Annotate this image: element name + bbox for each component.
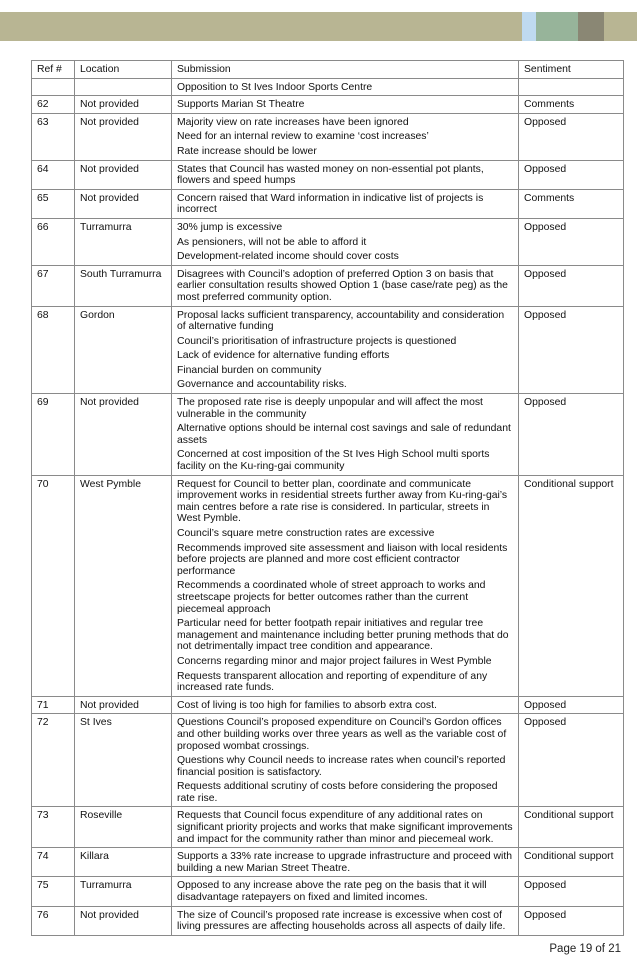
submission-cell — [172, 306, 519, 394]
submission-point: Concerns regarding minor and major project failures in West Pymble — [177, 655, 492, 667]
page-content — [31, 60, 623, 956]
table-row — [32, 906, 624, 935]
table-row — [32, 96, 624, 114]
table-row — [32, 848, 624, 877]
submission-point: 30% jump is excessive — [177, 221, 283, 233]
ref-cell: 74 — [32, 848, 75, 877]
submission-point: Opposed to any increase above the rate peg on the basis that it will disadvantage ratepayers on fixed and limited incomes. — [177, 880, 487, 904]
location-cell: Turramurra — [75, 877, 172, 906]
ref-cell: 65 — [32, 189, 75, 218]
submission-cell — [172, 877, 519, 906]
location-cell: St Ives — [75, 714, 172, 807]
table-row — [32, 714, 624, 807]
submission-point: Requests additional scrutiny of costs before considering the proposed rate rise. — [177, 781, 498, 804]
submission-cell — [172, 848, 519, 877]
submission-cell — [172, 394, 519, 476]
submission-point: Financial burden on community — [177, 364, 322, 376]
header-submission: Submission — [172, 61, 519, 79]
submission-point: Council’s prioritisation of infrastructure projects is questioned — [177, 335, 457, 347]
sentiment-cell: Opposed — [519, 218, 624, 265]
ref-cell: 64 — [32, 160, 75, 189]
header-location: Location — [75, 61, 172, 79]
ref-cell: 69 — [32, 394, 75, 476]
location-cell: Not provided — [75, 906, 172, 935]
table-row — [32, 475, 624, 696]
table-row — [32, 306, 624, 394]
table-row — [32, 807, 624, 848]
table-row — [32, 218, 624, 265]
ref-cell: 76 — [32, 906, 75, 935]
table-row — [32, 265, 624, 306]
sentiment-cell: Comments — [519, 96, 624, 114]
submission-point: Lack of evidence for alternative funding efforts — [177, 350, 390, 362]
table-header-row — [32, 61, 624, 79]
ref-cell: 62 — [32, 96, 75, 114]
submission-cell — [172, 906, 519, 935]
submission-point: The proposed rate rise is deeply unpopular and will affect the most vulnerable in the community — [177, 397, 483, 420]
submission-point: States that Council has wasted money on non-essential pot plants, flowers and speed humps — [177, 163, 484, 187]
location-cell: Not provided — [75, 96, 172, 114]
submission-cell — [172, 265, 519, 306]
submission-cell — [172, 113, 519, 160]
submission-point: Request for Council to better plan, coordinate and communicate improvement works in residential streets further away from Ku-ring-gai’s main centres before a rate rise is considered. In particular, streets in West Pymble. — [177, 478, 508, 525]
submissions-table — [31, 60, 624, 936]
sentiment-cell: Opposed — [519, 394, 624, 476]
submission-cell — [172, 189, 519, 218]
submission-point: Requests transparent allocation and reporting of expenditure of any increased rate funds. — [177, 670, 488, 694]
table-row — [32, 189, 624, 218]
location-cell: Gordon — [75, 306, 172, 394]
location-cell: Not provided — [75, 696, 172, 714]
submission-point: Disagrees with Council’s adoption of preferred Option 3 on basis that earlier consultation results showed Option 1 (base case/rate peg) as the most preferred community option. — [177, 268, 508, 303]
submission-point: Rate increase should be lower — [177, 145, 317, 157]
submission-point: Supports Marian St Theatre — [177, 99, 305, 111]
location-cell: West Pymble — [75, 475, 172, 696]
location-cell: Killara — [75, 848, 172, 877]
submission-cell — [172, 475, 519, 696]
table-row — [32, 877, 624, 906]
ref-cell: 68 — [32, 306, 75, 394]
submission-point: Need for an internal review to examine ‘cost increases’ — [177, 131, 429, 143]
header-accent-dark — [578, 12, 604, 41]
ref-cell — [32, 78, 75, 96]
location-cell: South Turramurra — [75, 265, 172, 306]
submission-cell — [172, 714, 519, 807]
submission-point: Concerned at cost imposition of the St Ives High School multi sports facility on the Ku-ring-gai community — [177, 449, 490, 473]
submission-cell — [172, 218, 519, 265]
header-ref: Ref # — [32, 61, 75, 79]
submission-point: Particular need for better footpath repair initiatives and regular tree management and maintenance including better pruning methods that do not detrimentally impact tree condition and appearance. — [177, 618, 509, 653]
sentiment-cell: Opposed — [519, 877, 624, 906]
location-cell: Roseville — [75, 807, 172, 848]
sentiment-cell: Opposed — [519, 906, 624, 935]
submission-point: Recommends a coordinated whole of street approach to works and streetscape projects for better outcomes rather than the current piecemeal approach — [177, 580, 486, 615]
submission-cell — [172, 696, 519, 714]
submission-cell — [172, 807, 519, 848]
sentiment-cell: Conditional support — [519, 807, 624, 848]
table-row — [32, 113, 624, 160]
sentiment-cell: Conditional support — [519, 848, 624, 877]
ref-cell: 67 — [32, 265, 75, 306]
ref-cell: 70 — [32, 475, 75, 696]
table-row — [32, 78, 624, 96]
sentiment-cell: Conditional support — [519, 475, 624, 696]
submission-point: Questions why Council needs to increase rates when council’s reported financial position is satisfactory. — [177, 755, 506, 778]
sentiment-cell: Opposed — [519, 696, 624, 714]
table-row — [32, 696, 624, 714]
submission-cell — [172, 160, 519, 189]
submission-point: The size of Council’s proposed rate increase is excessive when cost of living pressures are affecting households across all aspects of daily life. — [177, 909, 506, 933]
sentiment-cell: Opposed — [519, 306, 624, 394]
location-cell: Not provided — [75, 394, 172, 476]
submission-point: Alternative options should be internal cost savings and sale of redundant assets — [177, 423, 511, 446]
header-accent-blue — [522, 12, 536, 41]
ref-cell: 63 — [32, 113, 75, 160]
submission-point: Cost of living is too high for families to absorb extra cost. — [177, 699, 437, 711]
location-cell — [75, 78, 172, 96]
sentiment-cell — [519, 78, 624, 96]
sentiment-cell: Opposed — [519, 265, 624, 306]
header-sentiment: Sentiment — [519, 61, 624, 79]
location-cell: Not provided — [75, 160, 172, 189]
submission-point: Supports a 33% rate increase to upgrade infrastructure and proceed with building a new Marian Street Theatre. — [177, 851, 513, 874]
submission-point: As pensioners, will not be able to afford it — [177, 236, 367, 248]
sentiment-cell: Opposed — [519, 714, 624, 807]
submission-point: Recommends improved site assessment and liaison with local residents before projects are planned and more cost efficient contractor performance — [177, 542, 508, 577]
submission-cell — [172, 78, 519, 96]
submission-point: Requests that Council focus expenditure of any additional rates on significant priority projects and works that make significant improvements and impact for the community rather than minor and piecemeal work. — [177, 810, 513, 845]
location-cell: Turramurra — [75, 218, 172, 265]
sentiment-cell: Comments — [519, 189, 624, 218]
ref-cell: 71 — [32, 696, 75, 714]
sentiment-cell: Opposed — [519, 160, 624, 189]
submission-point: Development-related income should cover costs — [177, 251, 399, 263]
header-accent-green — [536, 12, 578, 41]
ref-cell: 66 — [32, 218, 75, 265]
submission-point: Majority view on rate increases have been ignored — [177, 116, 409, 128]
submission-point: Proposal lacks sufficient transparency, accountability and consideration of alternative funding — [177, 309, 505, 333]
table-row — [32, 394, 624, 476]
header-band — [0, 12, 637, 41]
ref-cell: 75 — [32, 877, 75, 906]
submission-cell — [172, 96, 519, 114]
submission-point: Opposition to St Ives Indoor Sports Centre — [177, 81, 373, 93]
submission-point: Governance and accountability risks. — [177, 379, 347, 391]
table-row — [32, 160, 624, 189]
location-cell: Not provided — [75, 189, 172, 218]
submission-point: Concern raised that Ward information in indicative list of projects is incorrect — [177, 192, 484, 216]
ref-cell: 72 — [32, 714, 75, 807]
ref-cell: 73 — [32, 807, 75, 848]
submission-point: Council’s square metre construction rates are excessive — [177, 528, 435, 539]
submission-point: Questions Council’s proposed expenditure on Council’s Gordon offices and other building works over three years as well as the variable cost of proposed wombat crossings. — [177, 717, 507, 752]
location-cell: Not provided — [75, 113, 172, 160]
page-number: Page 19 of 21 — [549, 942, 621, 955]
sentiment-cell: Opposed — [519, 113, 624, 160]
